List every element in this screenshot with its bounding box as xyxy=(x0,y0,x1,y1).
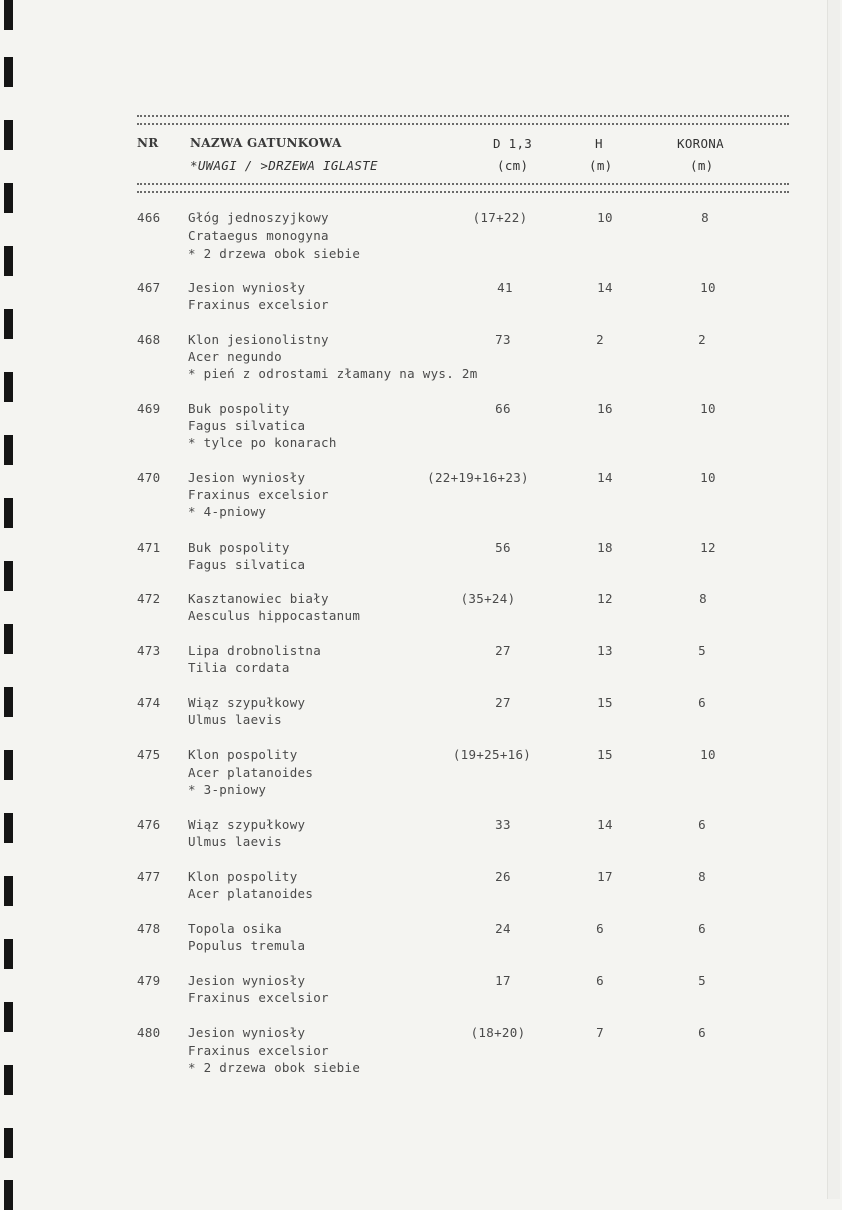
row-diameter: 56 xyxy=(495,540,511,555)
row-diameter: 41 xyxy=(497,280,513,295)
row-nr: 479 xyxy=(137,973,161,988)
row-name-lat: Tilia cordata xyxy=(188,660,290,675)
binder-hole xyxy=(4,372,13,402)
row-crown: 6 xyxy=(698,695,706,710)
row-note: * pień z odrostami złamany na wys. 2m xyxy=(188,366,478,381)
row-diameter: (35+24) xyxy=(460,591,516,606)
binder-hole xyxy=(4,624,13,654)
binder-hole xyxy=(4,687,13,717)
header-nazwa: NAZWA GATUNKOWA xyxy=(190,136,342,150)
binder-hole xyxy=(4,750,13,780)
row-height: 15 xyxy=(597,747,613,762)
binder-hole xyxy=(4,939,13,969)
row-name-lat: Acer platanoides xyxy=(188,886,314,901)
row-nr: 470 xyxy=(137,470,161,485)
row-height: 10 xyxy=(597,210,613,225)
row-name-lat: Fraxinus excelsior xyxy=(188,990,329,1005)
header-d13: D 1,3 xyxy=(493,136,533,151)
row-crown: 6 xyxy=(698,1025,706,1040)
binder-hole xyxy=(4,435,13,465)
row-crown: 6 xyxy=(698,817,706,832)
row-nr: 475 xyxy=(137,747,161,762)
row-crown: 5 xyxy=(698,643,706,658)
row-note: * 4-pniowy xyxy=(188,504,267,519)
binder-hole xyxy=(4,309,13,339)
header-separator-bottom xyxy=(137,183,789,193)
row-diameter: 73 xyxy=(495,332,511,347)
row-diameter: 33 xyxy=(495,817,511,832)
header-d13-unit: (cm) xyxy=(497,158,529,173)
row-crown: 10 xyxy=(700,747,716,762)
row-name-lat: Fraxinus excelsior xyxy=(188,487,329,502)
binder-hole xyxy=(4,57,13,87)
row-note: * tylce po konarach xyxy=(188,435,337,450)
binder-hole xyxy=(4,876,13,906)
row-note: * 3-pniowy xyxy=(188,782,267,797)
row-nr: 471 xyxy=(137,540,161,555)
header-separator-top xyxy=(137,115,789,125)
row-diameter: 66 xyxy=(495,401,511,416)
row-diameter: 27 xyxy=(495,695,511,710)
row-name-pl: Wiąz szypułkowy xyxy=(188,817,306,832)
row-height: 15 xyxy=(597,695,613,710)
row-nr: 467 xyxy=(137,280,161,295)
binder-holes xyxy=(0,0,18,1199)
row-nr: 477 xyxy=(137,869,161,884)
row-crown: 8 xyxy=(699,591,707,606)
header-uwagi: *UWAGI / >DRZEWA IGLASTE xyxy=(190,158,378,173)
row-nr: 478 xyxy=(137,921,161,936)
row-crown: 6 xyxy=(698,921,706,936)
row-nr: 468 xyxy=(137,332,161,347)
row-name-lat: Acer platanoides xyxy=(188,765,314,780)
row-diameter: 17 xyxy=(495,973,511,988)
row-nr: 476 xyxy=(137,817,161,832)
row-height: 6 xyxy=(596,921,604,936)
row-name-lat: Aesculus hippocastanum xyxy=(188,608,361,623)
row-nr: 474 xyxy=(137,695,161,710)
row-name-lat: Fraxinus excelsior xyxy=(188,297,329,312)
row-height: 13 xyxy=(597,643,613,658)
row-height: 6 xyxy=(596,973,604,988)
binder-hole xyxy=(4,120,13,150)
row-name-pl: Buk pospolity xyxy=(188,540,290,555)
row-diameter: (22+19+16+23) xyxy=(427,470,529,485)
row-name-lat: Fagus silvatica xyxy=(188,418,306,433)
header-h-unit: (m) xyxy=(589,158,613,173)
row-height: 14 xyxy=(597,280,613,295)
row-name-lat: Ulmus laevis xyxy=(188,834,282,849)
row-diameter: (19+25+16) xyxy=(452,747,532,762)
header-h: H xyxy=(595,136,603,151)
row-height: 12 xyxy=(597,591,613,606)
row-crown: 8 xyxy=(698,869,706,884)
binder-hole xyxy=(4,246,13,276)
row-crown: 2 xyxy=(698,332,706,347)
binder-hole xyxy=(4,498,13,528)
row-name-pl: Jesion wyniosły xyxy=(188,280,306,295)
row-name-lat: Fagus silvatica xyxy=(188,557,306,572)
row-name-lat: Populus tremula xyxy=(188,938,306,953)
row-nr: 473 xyxy=(137,643,161,658)
row-height: 18 xyxy=(597,540,613,555)
binder-hole xyxy=(4,1180,13,1210)
row-crown: 5 xyxy=(698,973,706,988)
row-crown: 12 xyxy=(700,540,716,555)
page-edge xyxy=(827,0,840,1199)
row-height: 16 xyxy=(597,401,613,416)
row-crown: 8 xyxy=(701,210,709,225)
row-name-lat: Acer negundo xyxy=(188,349,282,364)
row-nr: 466 xyxy=(137,210,161,225)
row-name-pl: Głóg jednoszyjkowy xyxy=(188,210,329,225)
header-nr: NR xyxy=(137,136,159,150)
binder-hole xyxy=(4,0,13,30)
row-nr: 472 xyxy=(137,591,161,606)
row-height: 14 xyxy=(597,817,613,832)
binder-hole xyxy=(4,1065,13,1095)
row-name-pl: Klon pospolity xyxy=(188,869,298,884)
row-crown: 10 xyxy=(700,280,716,295)
row-name-lat: Ulmus laevis xyxy=(188,712,282,727)
row-name-pl: Jesion wyniosły xyxy=(188,973,306,988)
row-height: 17 xyxy=(597,869,613,884)
row-name-pl: Lipa drobnolistna xyxy=(188,643,322,658)
row-name-pl: Klon pospolity xyxy=(188,747,298,762)
row-diameter: 27 xyxy=(495,643,511,658)
row-note: * 2 drzewa obok siebie xyxy=(188,246,361,261)
row-name-pl: Buk pospolity xyxy=(188,401,290,416)
row-nr: 469 xyxy=(137,401,161,416)
row-height: 14 xyxy=(597,470,613,485)
binder-hole xyxy=(4,183,13,213)
row-diameter: (18+20) xyxy=(470,1025,526,1040)
header-korona-unit: (m) xyxy=(690,158,714,173)
binder-hole xyxy=(4,1128,13,1158)
row-crown: 10 xyxy=(700,470,716,485)
binder-hole xyxy=(4,1002,13,1032)
row-name-pl: Jesion wyniosły xyxy=(188,470,306,485)
row-name-pl: Klon jesionolistny xyxy=(188,332,329,347)
binder-hole xyxy=(4,561,13,591)
row-name-lat: Crataegus monogyna xyxy=(188,228,329,243)
row-name-lat: Fraxinus excelsior xyxy=(188,1043,329,1058)
row-nr: 480 xyxy=(137,1025,161,1040)
row-crown: 10 xyxy=(700,401,716,416)
row-height: 7 xyxy=(596,1025,604,1040)
row-name-pl: Kasztanowiec biały xyxy=(188,591,329,606)
row-height: 2 xyxy=(596,332,604,347)
binder-hole xyxy=(4,813,13,843)
row-name-pl: Jesion wyniosły xyxy=(188,1025,306,1040)
row-diameter: 24 xyxy=(495,921,511,936)
row-name-pl: Wiąz szypułkowy xyxy=(188,695,306,710)
row-note: * 2 drzewa obok siebie xyxy=(188,1060,361,1075)
row-name-pl: Topola osika xyxy=(188,921,282,936)
row-diameter: (17+22) xyxy=(472,210,528,225)
header-korona: KORONA xyxy=(677,136,724,151)
row-diameter: 26 xyxy=(495,869,511,884)
